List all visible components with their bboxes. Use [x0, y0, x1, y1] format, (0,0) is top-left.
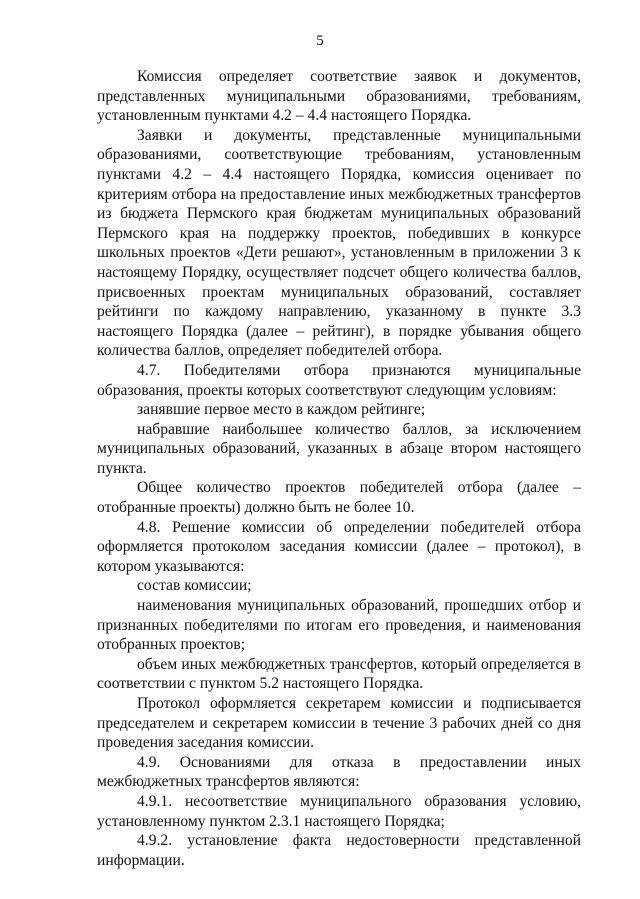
paragraph-protocol-signing: Протокол оформляется секретарем комиссии и подписывается председателем и секретарем комиссии в течение 3 рабочих дней со дня проведения заседания комиссии.: [97, 695, 581, 752]
paragraph-transfer-volume: объем иных межбюджетных трансфертов, который определяется в соответствии с пунктом 5.2 настоящего Порядка.: [97, 655, 581, 693]
paragraph-4-9-refusal: 4.9. Основаниями для отказа в предоставлении иных межбюджетных трансфертов являются:: [97, 753, 581, 791]
paragraph-4-8-decision: 4.8. Решение комиссии об определении победителей отбора оформляется протоколом заседания комиссии (далее – протокол), в котором указываются:: [97, 518, 581, 575]
document-body: [97, 67, 581, 870]
paragraph-highest-score: набравшие наибольшее количество баллов, за исключением муниципальных образований, указанных в абзаце втором настоящего пункта.: [97, 420, 581, 477]
paragraph-4-9-2: 4.9.2. установление факта недостоверности представленной информации.: [97, 832, 581, 869]
paragraph-scoring-criteria: Заявки и документы, представленные муниципальными образованиями, соответствующие требованиям, установленным пунктами 4.2 – 4.4 настоящего Порядка, комиссия оценивает по критериям отбора на предоставление иных межбюджетных трансфертов из бюджета Пермского края бюджетам муниципальных образований Пермского края на поддержку проектов, победивших в конкурсе школьных проектов «Дети решают», установленным в приложении 3 к настоящему Порядку, осуществляет подсчет общего количества баллов, присвоенных проектам муниципальных образований, составляет рейтинги по каждому направлению, указанному в пункте 3.3 настоящего Порядка (далее – рейтинг), в порядке убывания общего количества баллов, определяет победителей отбора.: [97, 126, 581, 360]
paragraph-commission-assessment: Комиссия определяет соответствие заявок и документов, представленных муниципальными образованиями, требованиям, установленным пунктами 4.2 – 4.4 настоящего Порядка.: [97, 68, 581, 125]
paragraph-commission-composition: состав комиссии;: [137, 577, 252, 595]
paragraph-project-limit: Общее количество проектов победителей отбора (далее – отобранные проекты) должно быть не более 10.: [97, 479, 581, 517]
paragraph-4-7-winners: 4.7. Победителями отбора признаются муниципальные образования, проекты которых соответствуют следующим условиям:: [97, 361, 581, 399]
paragraph-municipality-names: наименования муниципальных образований, прошедших отбор и признанных победителями по итогам его проведения, и наименования отобранных проектов;: [97, 597, 581, 654]
page-number: 5: [316, 33, 324, 49]
paragraph-first-place: занявшие первое место в каждом рейтинге;: [137, 401, 426, 419]
paragraph-4-9-1: 4.9.1. несоответствие муниципального образования условию, установленному пунктом 2.3.1 настоящего Порядка;: [97, 792, 581, 830]
